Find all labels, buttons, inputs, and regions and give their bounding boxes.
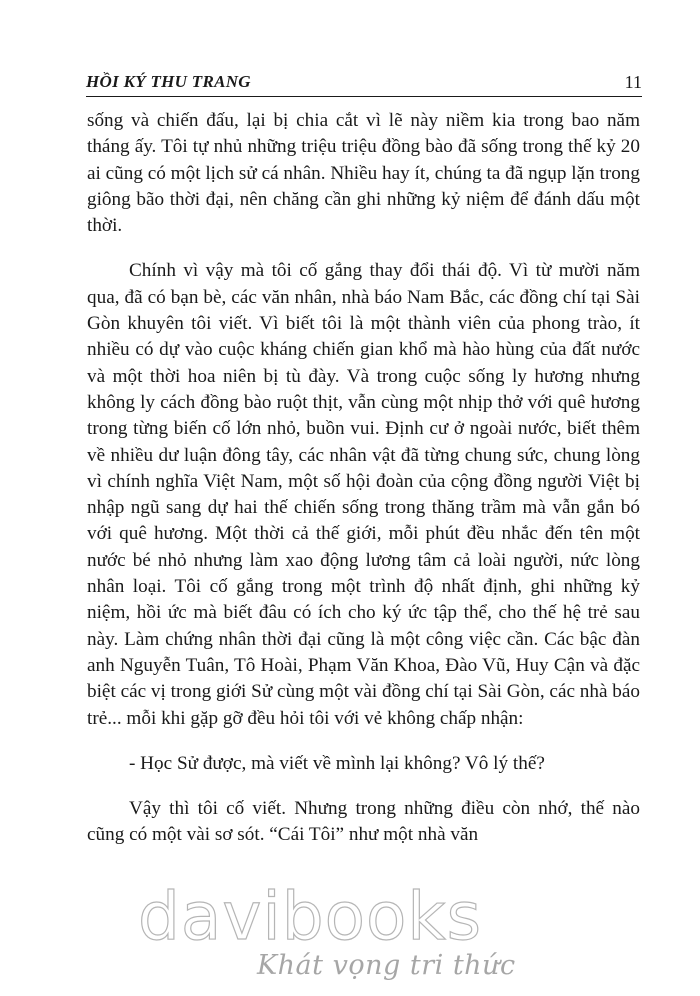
paragraph: Vậy thì tôi cố viết. Nhưng trong những điều còn nhớ, thế nào cũng có một vài sơ sót. “Cái Tôi” như một nhà văn — [87, 798, 640, 846]
running-header — [86, 70, 642, 97]
watermark — [0, 860, 700, 996]
watermark-tagline: Khát vọng tri thức — [257, 950, 516, 981]
watermark-brand: davibooks — [138, 878, 482, 955]
page-number: 11 — [624, 72, 642, 92]
body-text — [87, 108, 640, 868]
book-title: HỒI KÝ THU TRANG — [86, 72, 251, 91]
paragraph-continuation: sống và chiến đấu, lại bị chia cắt vì lẽ này niềm kia trong bao năm tháng ấy. Tôi tự nhủ những triệu triệu đồng bào đã sống trong thế kỷ 20 ai cũng có một lịch sử cá nhân. Nhiều hay ít, chúng ta đã ngụp lặn trong giông bão thời đại, nên chăng cần ghi những kỷ niệm để đánh dấu một thời. — [87, 110, 640, 237]
paragraph: Chính vì vậy mà tôi cố gắng thay đổi thái độ. Vì từ mười năm qua, đã có bạn bè, các văn nhân, nhà báo Nam Bắc, các đồng chí tại Sài Gòn khuyên tôi viết. Vì biết tôi là một thành viên của phong trào, ít nhiều có dự vào cuộc kháng chiến gian khổ mà hào hùng của đất nước và một thời hoa niên bị tù đày. Và trong cuộc sống ly hương nhưng không ly cách đồng bào ruột thịt, vẫn cùng một nhịp thở với quê hương trong từng biến cố lớn nhỏ, buồn vui. Định cư ở ngoài nước, biết thêm về nhiều dư luận đông tây, các nhân vật đã từng chung sức, chung lòng vì chính nghĩa Việt Nam, một số hội đoàn của cộng đồng người Việt bị nhập ngũ sang dự hai thế chiến sống trong thăng trầm mà vẫn gắn bó với quê hương. Một thời cả thế giới, mỗi phút đều nhắc đến tên một nước bé nhỏ nhưng làm xao động lương tâm cả loài người, nức lòng nhân loại. Tôi cố gắng trong một trình độ nhất định, ghi những kỷ niệm, hồi ức mà biết đâu có ích cho ký ức tập thể, cho thế hệ trẻ sau này. Làm chứng nhân thời đại cũng là một công việc cần. Các bậc đàn anh Nguyễn Tuân, Tô Hoài, Phạm Văn Khoa, Đào Vũ, Huy Cận và đặc biệt các vị trong giới Sử cùng một vài đồng chí tại Sài Gòn, các nhà báo trẻ... mỗi khi gặp gỡ đều hỏi tôi với vẻ không chấp nhận: — [87, 260, 640, 729]
dialogue-paragraph: - Học Sử được, mà viết về mình lại không? Vô lý thế? — [129, 752, 545, 774]
